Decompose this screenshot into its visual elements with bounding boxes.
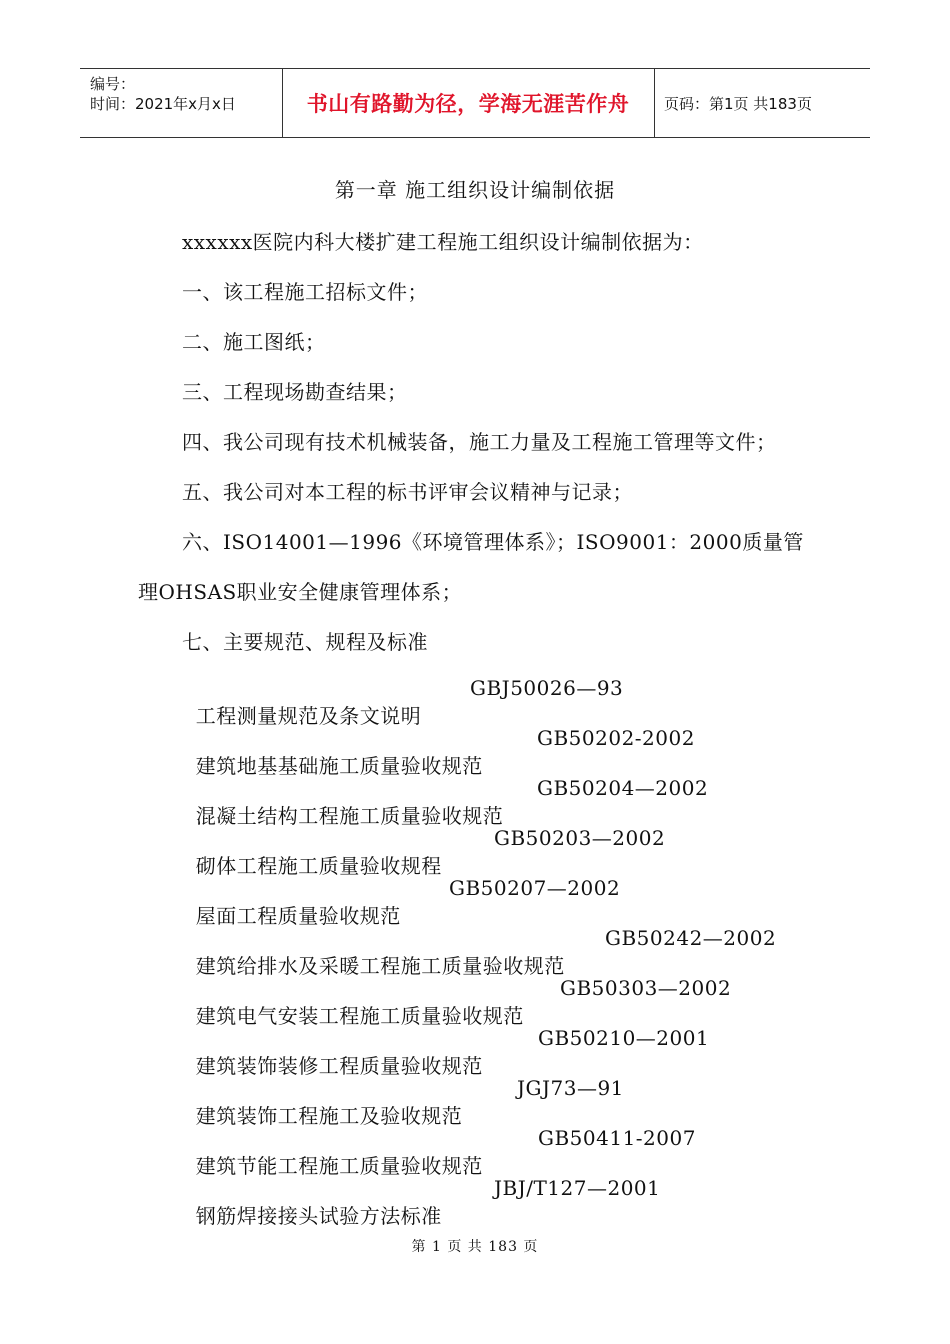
- standard-code: JBJ/T127—2001: [494, 1176, 661, 1200]
- standard-name: 建筑装饰工程施工及验收规范: [195, 1104, 463, 1128]
- doc-time-label: 时间：2021年x月x日: [90, 95, 236, 113]
- standard-code: GB50210—2001: [538, 1026, 710, 1050]
- standard-code: GB50303—2002: [560, 976, 732, 1000]
- standard-name: 混凝土结构工程施工质量验收规范: [195, 804, 504, 828]
- intro-paragraph: xxxxxx医院内科大楼扩建工程施工组织设计编制依据为：: [182, 230, 704, 254]
- header-page-info: 页码：第1页 共183页: [664, 94, 812, 113]
- standard-name: 砌体工程施工质量验收规程: [195, 854, 442, 878]
- standard-name: 建筑装饰装修工程质量验收规范: [195, 1054, 483, 1078]
- standard-name: 建筑电气安装工程施工质量验收规范: [195, 1004, 524, 1028]
- header-motto: 书山有路勤为径，学海无涯苦作舟: [282, 69, 655, 137]
- standard-code: GB50204—2002: [537, 776, 709, 800]
- standard-name: 工程测量规范及条文说明: [195, 704, 422, 728]
- basis-item-2: 二、施工图纸；: [182, 330, 326, 354]
- standard-name: 钢筋焊接接头试验方法标准: [195, 1204, 442, 1228]
- standard-code: GB50242—2002: [605, 926, 777, 950]
- standard-name: 建筑给排水及采暖工程施工质量验收规范: [195, 954, 565, 978]
- header-meta: [80, 69, 283, 137]
- doc-number-label: 编号：: [90, 75, 136, 93]
- standard-name: 建筑节能工程施工质量验收规范: [195, 1154, 483, 1178]
- standard-code: GB50207—2002: [449, 876, 621, 900]
- page-footer: 第 1 页 共 183 页: [411, 1239, 539, 1255]
- standard-code: GB50202-2002: [537, 726, 695, 750]
- standard-code: JGJ73—91: [517, 1076, 624, 1100]
- standard-code: GB50203—2002: [494, 826, 666, 850]
- standard-name: 建筑地基基础施工质量验收规范: [195, 754, 483, 778]
- basis-item-6-continued: 理OHSAS职业安全健康管理体系；: [138, 580, 463, 604]
- standard-name: 屋面工程质量验收规范: [195, 904, 401, 928]
- page-header: [80, 68, 870, 138]
- basis-item-4: 四、我公司现有技术机械装备，施工力量及工程施工管理等文件；: [182, 430, 777, 454]
- basis-item-1: 一、该工程施工招标文件；: [182, 280, 428, 304]
- standard-code: GBJ50026—93: [470, 676, 624, 700]
- basis-item-7: 七、主要规范、规程及标准: [182, 630, 428, 654]
- standard-code: GB50411-2007: [538, 1126, 696, 1150]
- basis-item-6: 六、ISO14001—1996《环境管理体系》；ISO9001：2000质量管: [182, 530, 804, 554]
- basis-item-3: 三、工程现场勘查结果；: [182, 380, 408, 404]
- basis-item-5: 五、我公司对本工程的标书评审会议精神与记录；: [182, 480, 633, 504]
- chapter-title: 第一章 施工组织设计编制依据: [334, 178, 616, 202]
